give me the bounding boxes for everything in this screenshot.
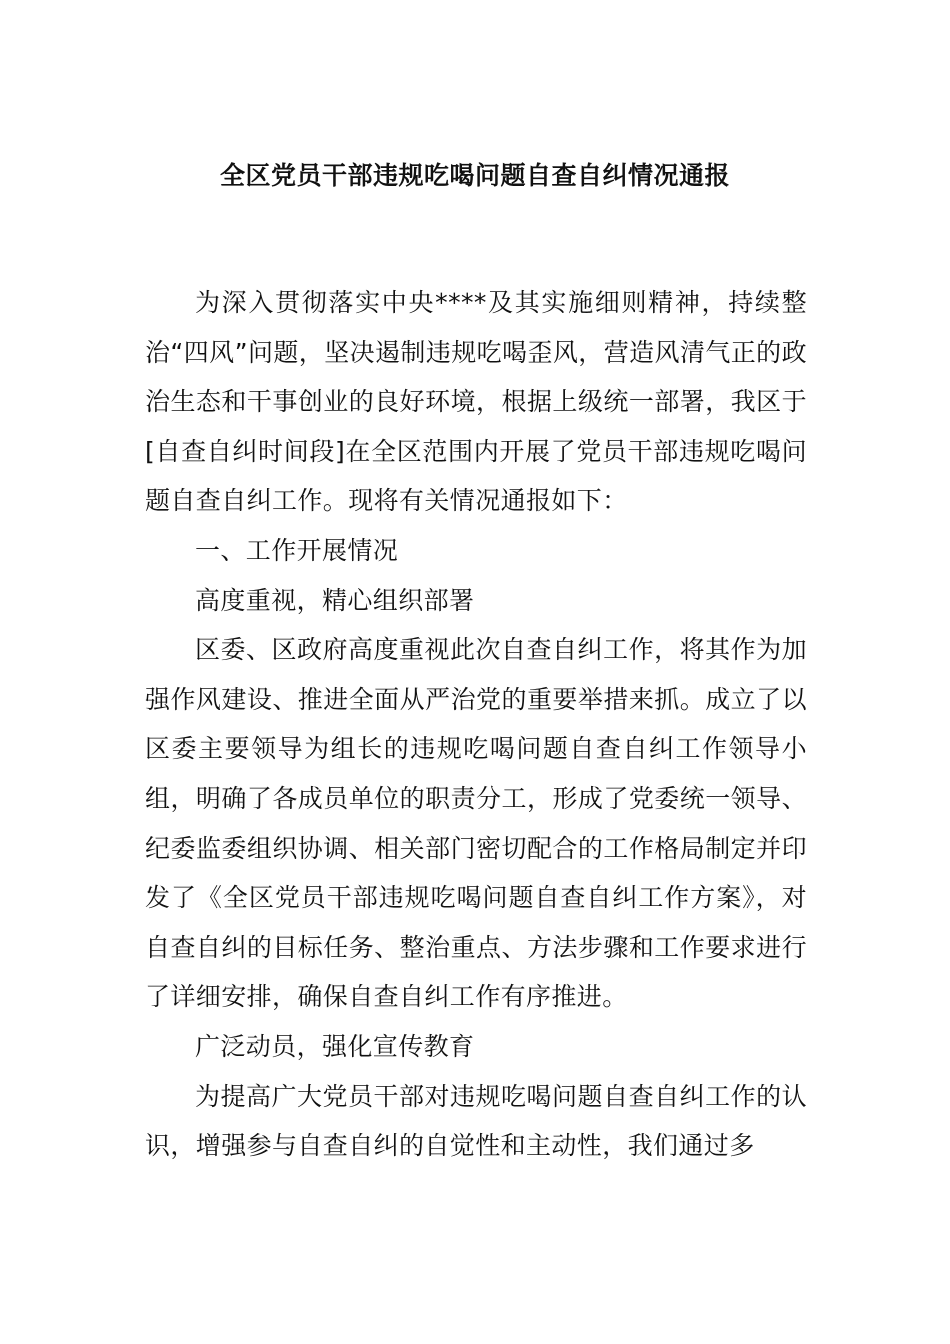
body-paragraph: 区委、区政府高度重视此次自查自纠工作，将其作为加强作风建设、推进全面从严治党的重要举措来抓。成立了以区委主要领导为组长的违规吃喝问题自查自纠工作领导小组，明确了各成员单位的职责分工，形成了党委统一领导、纪委监委组织协调、相关部门密切配合的工作格局制定并印发了《全区党员干部违规吃喝问题自查自纠工作方案》，对自查自纠的目标任务、整治重点、方法步骤和工作要求进行了详细安排，确保自查自纠工作有序推进。: [145, 635, 807, 1012]
body-paragraph: 为提高广大党员干部对违规吃喝问题自查自纠工作的认识，增强参与自查自纠的自觉性和主动性，我们通过多: [145, 1081, 807, 1161]
subsection-heading: 高度重视，精心组织部署: [195, 585, 475, 615]
document-title: 全区党员干部违规吃喝问题自查自纠情况通报: [219, 161, 730, 190]
subsection-heading: 广泛动员，强化宣传教育: [195, 1031, 475, 1061]
intro-paragraph: 为深入贯彻落实中央****及其实施细则精神，持续整治“四风”问题，坚决遏制违规吃喝歪风，营造风清气正的政治生态和干事创业的良好环境，根据上级统一部署，我区于[自查自纠时间段]在全区范围内开展了党员干部违规吃喝问题自查自纠工作。现将有关情况通报如下：: [145, 288, 807, 516]
section-heading: 一、工作开展情况: [195, 535, 399, 565]
document-body: [145, 278, 807, 1171]
